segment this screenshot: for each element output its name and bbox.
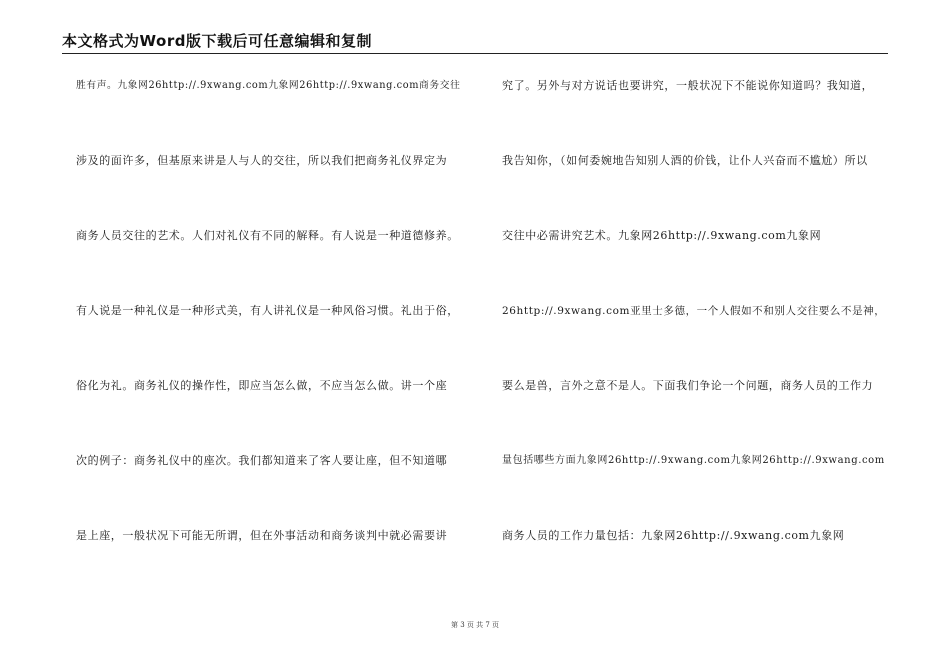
right-line-6: 量包括哪些方面九象网26http://.9xwang.com九象网26http://.9xwang.com [502, 455, 885, 466]
right-line-2: 我告知你，（如何委婉地告知别人酒的价钱，让仆人兴奋而不尴尬）所以 [502, 154, 868, 167]
left-line-5: 俗化为礼。商务礼仪的操作性，即应当怎么做，不应当怎么做。讲一个座 [76, 379, 448, 392]
document-header-title: 本文格式为Word版下载后可任意编辑和复制 [62, 32, 372, 50]
left-line-7: 是上座，一般状况下可能无所谓，但在外事活动和商务谈判中就必需要讲 [76, 529, 448, 542]
left-line-2: 涉及的面许多，但基原来讲是人与人的交往，所以我们把商务礼仪界定为 [76, 154, 448, 167]
right-line-1: 究了。另外与对方说话也要讲究，一般状况下不能说你知道吗？我知道， [502, 79, 874, 92]
left-line-1: 胜有声。九象网26http://.9xwang.com九象网26http://.9xwang.com商务交往 [76, 80, 461, 91]
left-line-4: 有人说是一种礼仪是一种形式美，有人讲礼仪是一种风俗习惯。礼出于俗， [76, 304, 459, 317]
left-line-6: 次的例子：商务礼仪中的座次。我们都知道来了客人要让座，但不知道哪 [76, 454, 448, 467]
header-divider [62, 53, 888, 54]
right-line-7: 商务人员的工作力量包括：九象网26http://.9xwang.com九象网 [502, 529, 845, 542]
page-number-footer: 第 3 页 共 7 页 [450, 621, 500, 629]
left-line-3: 商务人员交往的艺术。人们对礼仪有不同的解释。有人说是一种道德修养。 [76, 229, 459, 242]
right-line-5: 要么是兽，言外之意不是人。下面我们争论一个问题，商务人员的工作力 [502, 379, 874, 392]
right-line-3: 交往中必需讲究艺术。九象网26http://.9xwang.com九象网 [502, 229, 822, 242]
right-line-4: 26http://.9xwang.com亚里士多德，一个人假如不和别人交往要么不是神， [502, 305, 886, 317]
